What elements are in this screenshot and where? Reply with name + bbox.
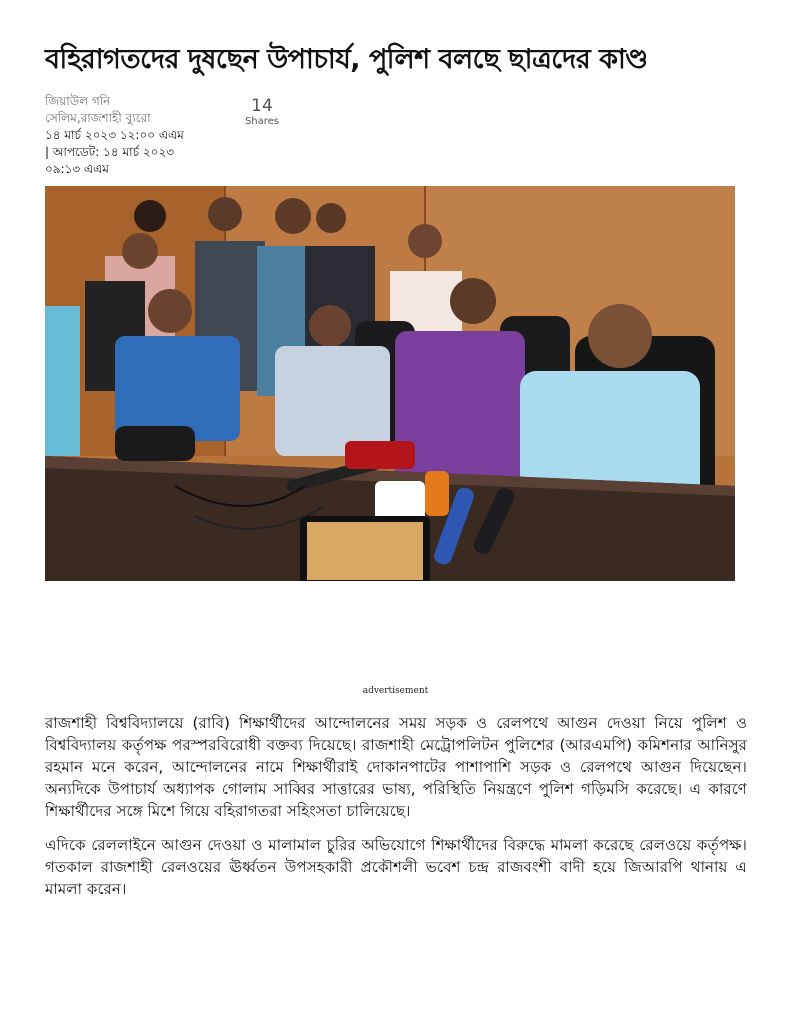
advertisement-label: advertisement <box>362 686 429 696</box>
updated-time: ০৯:১৩ এএম <box>45 162 109 176</box>
article-paragraph: রাজশাহী বিশ্ববিদ্যালয়ে (রাবি) শিক্ষার্থীদের আন্দোলনের সময় সড়ক ও রেলপথে আগুন দেওয়া নিয়ে পুলিশ ও বিশ্ববিদ্যালয় কর্তৃপক্ষ পরস্পরবিরোধী বক্তব্য দিয়েছে। রাজশাহী মেট্রোপলিটন পুলিশের (আরএমপি) কমিশনার আনিসুর রহমান মনে করেন, আন্দোলনের নামে শিক্ষার্থীরাই দোকানপাটের পাশাপাশি সড়ক ও রেলপথে আগুন দিয়েছেন। অন্যদিকে উপাচার্য অধ্যাপক গোলাম সাব্বির সাত্তারের ভাষ্য, পরিস্থিতি নিয়ন্ত্রণে পুলিশ গড়িমসি করেছে। এ কারণে শিক্ষার্থীদের সঙ্গে মিশে গিয়ে বহিরাগতরা সহিংসতা চালিয়েছে। <box>45 714 747 820</box>
photo-illustration <box>45 186 735 581</box>
published-date: ১৪ মার্চ ২০২৩ ১২:০০ এএম <box>45 128 184 142</box>
article-paragraph: এদিকে রেললাইনে আগুন দেওয়া ও মালামাল চুরির অভিযোগে শিক্ষার্থীদের বিরুদ্ধে মামলা করেছে রেলওয়ে কর্তৃপক্ষ। গতকাল রাজশাহী রেলওয়ের ঊর্ধ্বতন উপসহকারী প্রকৌশলী ভবেশ চন্দ্র রাজবংশী বাদী হয়ে জিআরপি থানায় এ মামলা করেন। <box>45 836 747 898</box>
author-link[interactable]: জিয়াউল গনি <box>45 94 111 108</box>
headline: বহিরাগতদের দুষছেন উপাচার্য, পুলিশ বলছে ছাত্রদের কাণ্ড <box>45 44 648 75</box>
press-conference-photo <box>45 186 735 581</box>
article-body <box>45 712 747 912</box>
share-counter[interactable] <box>238 96 286 128</box>
byline <box>45 93 235 178</box>
author-bureau[interactable]: সেলিম,রাজশাহী ব্যুরো <box>45 111 151 125</box>
updated-date: | আপডেট: ১৪ মার্চ ২০২৩ <box>45 145 175 159</box>
share-count: 14 <box>251 96 273 116</box>
share-label: Shares <box>244 116 280 127</box>
